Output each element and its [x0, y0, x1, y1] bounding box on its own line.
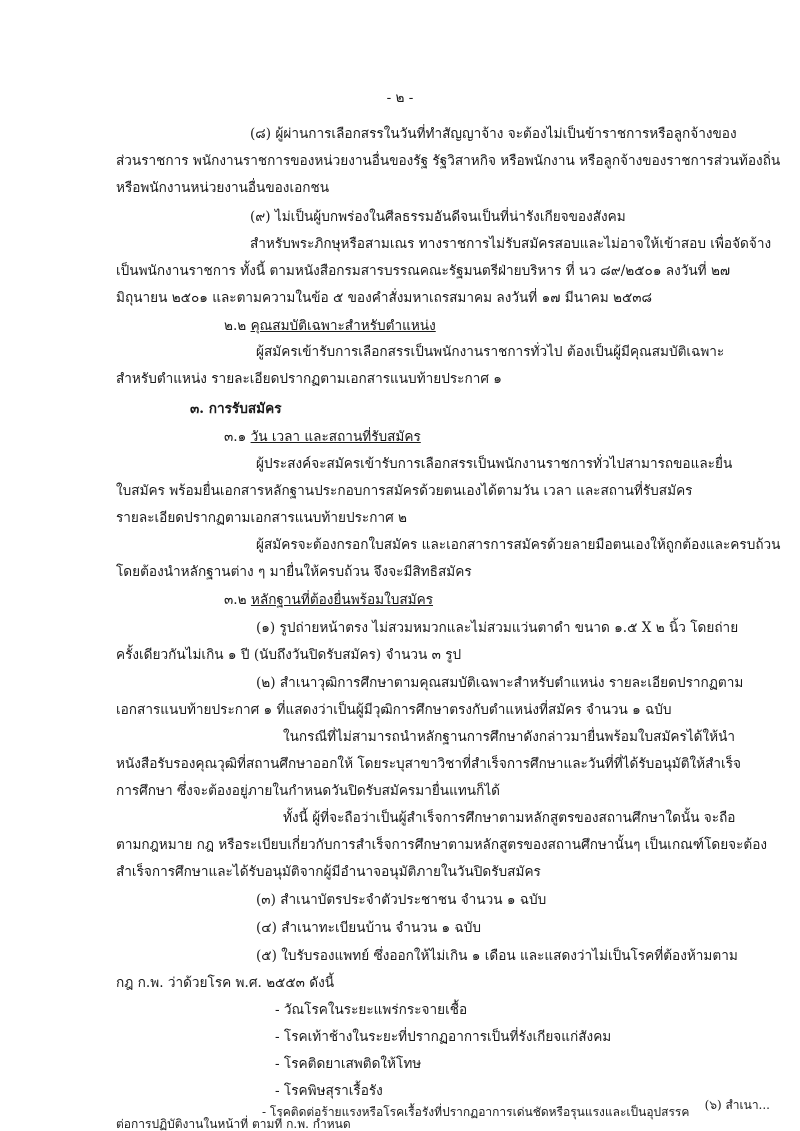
- disease-item-5-line-2: ต่อการปฏิบัติงานในหน้าที่ ตามที่ ก.พ. กำหนด: [116, 1117, 351, 1131]
- monk-note-line-2: เป็นพนักงานราชการ ทั้งนี้ ตามหนังสือกรมสารบรรณคณะรัฐมนตรีฝ่ายบริหาร ที่ นว ๘๙/๒๕๐๑ ลงวันที่ ๒๗: [116, 263, 731, 279]
- section-2-2-title: คุณสมบัติเฉพาะสำหรับตำแหน่ง: [250, 318, 436, 334]
- section-3-2-number: ๓.๒: [224, 592, 247, 608]
- doc-item-3: (๓) สำเนาบัตรประจำตัวประชาชน จำนวน ๑ ฉบับ: [256, 892, 547, 908]
- section-3-1-para-2-line-1: ผู้สมัครจะต้องกรอกใบสมัคร และเอกสารการสมัครด้วยลายมือตนเองให้ถูกต้องและครบถ้วน: [256, 537, 781, 553]
- doc-item-1-line-2: ครั้งเดียวกันไม่เกิน ๑ ปี (นับถึงวันปิดรับสมัคร) จำนวน ๓ รูป: [116, 647, 462, 663]
- doc-item-2-line-1: (๒) สำเนาวุฒิการศึกษาตามคุณสมบัติเฉพาะสำหรับตำแหน่ง รายละเอียดปรากฏตาม: [256, 675, 744, 691]
- disease-item: - โรคติดยาเสพติดให้โทษ: [275, 1056, 422, 1072]
- section-3-1-para-1-line-3: รายละเอียดปรากฏตามเอกสารแนบท้ายประกาศ ๒: [116, 510, 407, 526]
- page-number: - ๒ -: [386, 90, 414, 106]
- section-2-2-number: ๒.๒: [224, 318, 247, 334]
- education-note-line-2: หนังสือรับรองคุณวุฒิที่สถานศึกษาออกให้ โดยระบุสาขาวิชาที่สำเร็จการศึกษาและวันที่ที่ได้รับอนุมัติให้สำเร็จ: [116, 756, 741, 772]
- section-3-1-heading: [224, 427, 421, 447]
- section-3-1-para-1-line-2: ใบสมัคร พร้อมยื่นเอกสารหลักฐานประกอบการสมัครด้วยตนเองได้ตามวัน เวลา และสถานที่รับสมัคร: [116, 483, 693, 499]
- disease-item: - โรคเท้าช้างในระยะที่ปรากฏอาการเป็นที่รังเกียจแก่สังคม: [275, 1029, 612, 1045]
- section-3-2-heading: [224, 590, 433, 610]
- section-3-heading: ๓. การรับสมัคร: [190, 401, 282, 417]
- item-8-line-3: หรือพนักงานหน่วยงานอื่นของเอกชน: [116, 180, 329, 196]
- disease-item: - โรคพิษสุราเรื้อรัง: [275, 1083, 383, 1099]
- disease-item: - วัณโรคในระยะแพร่กระจายเชื้อ: [275, 1002, 468, 1018]
- item-8-line-1: (๘) ผู้ผ่านการเลือกสรรในวันที่ทำสัญญาจ้าง จะต้องไม่เป็นข้าราชการหรือลูกจ้างของ: [250, 126, 737, 142]
- monk-note-line-1: สำหรับพระภิกษุหรือสามเณร ทางราชการไม่รับสมัครสอบและไม่อาจให้เข้าสอบ เพื่อจัดจ้าง: [250, 236, 772, 252]
- education-note-line-1: ในกรณีที่ไม่สามารถนำหลักฐานการศึกษาดังกล่าวมายื่นพร้อมใบสมัครได้ให้นำ: [283, 729, 736, 745]
- section-3-1-title: วัน เวลา และสถานที่รับสมัคร: [250, 429, 421, 445]
- item-9: (๙) ไม่เป็นผู้บกพร่องในศีลธรรมอันดีจนเป็นที่น่ารังเกียจของสังคม: [250, 209, 626, 225]
- graduation-note-line-3: สำเร็จการศึกษาและได้รับอนุมัติจากผู้มีอำนาจอนุมัติภายในวันปิดรับสมัคร: [116, 864, 541, 880]
- graduation-note-line-2: ตามกฎหมาย กฎ หรือระเบียบเกี่ยวกับการสำเร็จการศึกษาตามหลักสูตรของสถานศึกษานั้นๆ เป็นเกณฑ์โดยจะต้อง: [116, 837, 768, 853]
- graduation-note-line-1: ทั้งนี้ ผู้ที่จะถือว่าเป็นผู้สำเร็จการศึกษาตามหลักสูตรของสถานศึกษาใดนั้น จะถือ: [283, 810, 736, 826]
- monk-note-line-3: มิถุนายน ๒๕๐๑ และตามความในข้อ ๕ ของคำสั่งมหาเถรสมาคม ลงวันที่ ๑๗ มีนาคม ๒๕๓๘: [116, 290, 653, 306]
- section-2-2-line-1: ผู้สมัครเข้ารับการเลือกสรรเป็นพนักงานราชการทั่วไป ต้องเป็นผู้มีคุณสมบัติเฉพาะ: [256, 344, 725, 360]
- section-3-2-title: หลักฐานที่ต้องยื่นพร้อมใบสมัคร: [250, 592, 434, 608]
- doc-item-1-line-1: (๑) รูปถ่ายหน้าตรง ไม่สวมหมวกและไม่สวมแว่นตาดำ ขนาด ๑.๕ X ๒ นิ้ว โดยถ่าย: [256, 620, 739, 636]
- doc-item-5-line-1: (๕) ใบรับรองแพทย์ ซึ่งออกให้ไม่เกิน ๑ เดือน และแสดงว่าไม่เป็นโรคที่ต้องห้ามตาม: [256, 948, 738, 964]
- doc-item-4: (๔) สำเนาทะเบียนบ้าน จำนวน ๑ ฉบับ: [256, 920, 481, 936]
- education-note-line-3: การศึกษา ซึ่งจะต้องอยู่ภายในกำหนดวันปิดรับสมัครมายื่นแทนก็ได้: [116, 783, 500, 799]
- continuation-marker: (๖) สำเนา...: [704, 1098, 770, 1112]
- section-3-1-number: ๓.๑: [224, 429, 247, 445]
- doc-item-2-line-2: เอกสารแนบท้ายประกาศ ๑ ที่แสดงว่าเป็นผู้มีวุฒิการศึกษาตรงกับตำแหน่งที่สมัคร จำนวน ๑ ฉบับ: [116, 702, 672, 718]
- section-3-1-para-2-line-2: โดยต้องนำหลักฐานต่าง ๆ มายื่นให้ครบถ้วน จึงจะมีสิทธิสมัคร: [116, 564, 472, 580]
- section-2-2-line-2: สำหรับตำแหน่ง รายละเอียดปรากฏตามเอกสารแนบท้ายประกาศ ๑: [116, 371, 502, 387]
- item-8-line-2: ส่วนราชการ พนักงานราชการของหน่วยงานอื่นของรัฐ รัฐวิสาหกิจ หรือพนักงาน หรือลูกจ้างของราชการส่วนท้องถิ่น: [116, 153, 781, 169]
- doc-item-5-line-2: กฎ ก.พ. ว่าด้วยโรค พ.ศ. ๒๕๕๓ ดังนี้: [116, 975, 335, 991]
- section-2-2-heading: [224, 316, 436, 336]
- section-3-1-para-1-line-1: ผู้ประสงค์จะสมัครเข้ารับการเลือกสรรเป็นพนักงานราชการทั่วไปสามารถขอและยื่น: [256, 456, 733, 472]
- disease-item-5-line-1: - โรคติดต่อร้ายแรงหรือโรคเรื้อรังที่ปรากฏอาการเด่นชัดหรือรุนแรงและเป็นอุปสรรค: [262, 1105, 690, 1119]
